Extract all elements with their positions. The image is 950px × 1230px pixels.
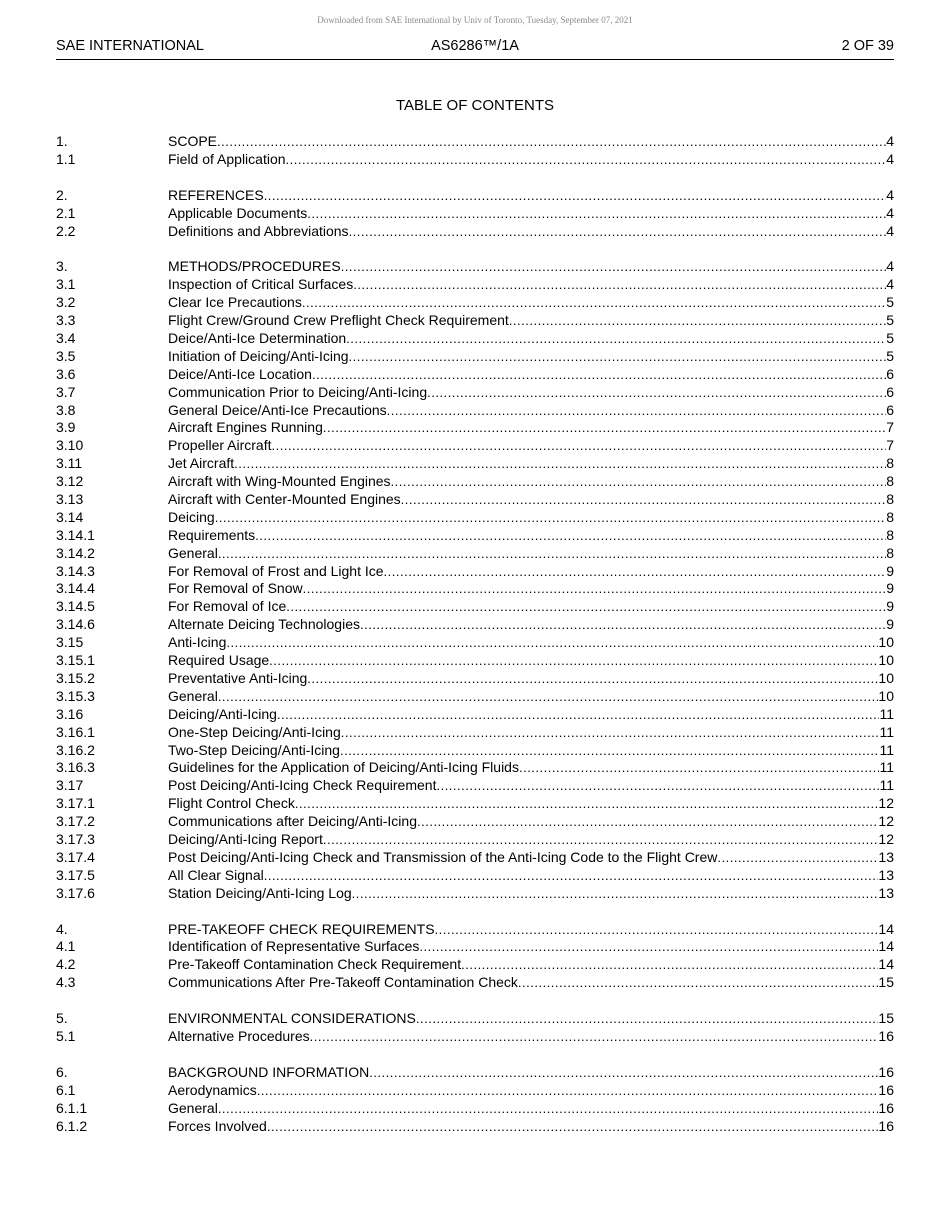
- dot-leader: [217, 133, 886, 151]
- dot-leader: [255, 527, 886, 545]
- toc-entry-title: Station Deicing/Anti-Icing Log: [168, 884, 352, 901]
- dot-leader: [352, 885, 879, 903]
- table-of-contents: [56, 133, 894, 1135]
- toc-entry-number: 3.15.1: [56, 652, 95, 669]
- toc-entry-title: Deicing/Anti-Icing Report: [168, 830, 323, 847]
- dot-leader: [349, 348, 887, 366]
- toc-entry-page: 11: [879, 705, 894, 722]
- toc-entry-title: PRE-TAKEOFF CHECK REQUIREMENTS: [168, 920, 435, 937]
- toc-entry-title: SCOPE: [168, 133, 218, 149]
- toc-entry-number: 3.16: [56, 705, 84, 722]
- dot-leader: [341, 258, 887, 276]
- toc-entry[interactable]: [56, 634, 894, 652]
- toc-entry-page: 13: [878, 884, 894, 901]
- toc-entry-title: General: [168, 1099, 218, 1116]
- dot-leader: [307, 205, 886, 223]
- toc-entry-title: General Deice/Anti-Ice Precautions: [168, 401, 387, 418]
- toc-entry-title: For Removal of Snow: [168, 580, 303, 597]
- dot-leader: [257, 1082, 879, 1100]
- toc-entry-page: 6: [886, 365, 894, 382]
- toc-entry-number: 3.13: [56, 491, 84, 508]
- toc-entry-title: Requirements: [168, 526, 256, 543]
- toc-entry-number: 3.15: [56, 634, 84, 651]
- toc-entry-title: For Removal of Ice: [168, 598, 287, 615]
- toc-entry-page: 15: [878, 974, 894, 991]
- toc-entry[interactable]: [56, 205, 894, 223]
- toc-heading: TABLE OF CONTENTS: [395, 97, 555, 114]
- toc-entry-page: 12: [878, 813, 894, 830]
- toc-entry-title: Definitions and Abbreviations: [168, 222, 349, 239]
- toc-entry-number: 5.: [56, 1010, 68, 1027]
- dot-leader: [353, 276, 886, 294]
- toc-entry-page: 16: [878, 1117, 894, 1134]
- toc-entry-page: 16: [878, 1027, 894, 1044]
- toc-entry[interactable]: [56, 151, 894, 169]
- toc-entry[interactable]: [56, 831, 894, 849]
- toc-entry[interactable]: [56, 419, 894, 437]
- dot-leader: [307, 670, 878, 688]
- toc-entry-number: 3.1: [56, 276, 76, 293]
- dot-leader: [436, 777, 879, 795]
- toc-entry-page: 11: [879, 723, 894, 740]
- toc-entry-number: 3.: [56, 258, 68, 275]
- toc-entry-page: 5: [886, 347, 894, 364]
- toc-entry-number: 3.14.2: [56, 544, 95, 561]
- toc-entry-page: 7: [886, 419, 894, 436]
- toc-entry[interactable]: [56, 133, 894, 151]
- toc-entry[interactable]: [56, 527, 894, 545]
- toc-entry[interactable]: [56, 688, 894, 706]
- toc-entry-title: Alternative Procedures: [168, 1027, 310, 1044]
- toc-entry-page: 8: [886, 473, 894, 490]
- toc-entry[interactable]: [56, 258, 894, 276]
- toc-entry[interactable]: [56, 616, 894, 634]
- toc-entry-number: 4.1: [56, 938, 76, 955]
- toc-entry-title: Jet Aircraft: [168, 455, 235, 472]
- dot-leader: [401, 491, 887, 509]
- toc-entry[interactable]: [56, 187, 894, 205]
- toc-entry-page: 15: [878, 1010, 894, 1027]
- toc-entry-title: Communications after Deicing/Anti-Icing: [168, 813, 417, 830]
- toc-entry-page: 4: [886, 204, 894, 221]
- toc-entry-number: 3.12: [56, 473, 84, 490]
- toc-entry-number: 3.14.6: [56, 616, 95, 633]
- toc-entry-page: 10: [878, 652, 894, 669]
- toc-entry-title: Pre-Takeoff Contamination Check Requirement: [168, 956, 462, 973]
- dot-leader: [264, 187, 887, 205]
- toc-entry[interactable]: [56, 956, 894, 974]
- dot-leader: [346, 330, 886, 348]
- dot-leader: [312, 366, 886, 384]
- dot-leader: [360, 616, 886, 634]
- toc-entry-number: 3.17.4: [56, 848, 95, 865]
- toc-entry[interactable]: [56, 724, 894, 742]
- toc-entry-number: 3.14: [56, 508, 84, 525]
- toc-entry-number: 3.7: [56, 383, 76, 400]
- toc-entry-number: 1.1: [56, 150, 76, 167]
- header-rule: [56, 59, 894, 60]
- dot-leader: [419, 938, 878, 956]
- toc-entry-page: 10: [878, 669, 894, 686]
- toc-entry-title: Aircraft with Wing-Mounted Engines: [168, 473, 391, 490]
- toc-entry-number: 3.16.3: [56, 759, 95, 776]
- toc-entry[interactable]: [56, 366, 894, 384]
- dot-leader: [519, 759, 879, 777]
- dot-leader: [267, 1118, 879, 1136]
- dot-leader: [286, 151, 887, 169]
- dot-leader: [303, 580, 887, 598]
- toc-entry-number: 4.: [56, 920, 68, 937]
- dot-leader: [349, 223, 887, 241]
- dot-leader: [384, 563, 887, 581]
- toc-entry-number: 4.3: [56, 974, 76, 991]
- toc-entry[interactable]: [56, 545, 894, 563]
- toc-entry-title: Aerodynamics: [168, 1081, 257, 1098]
- toc-entry-page: 14: [878, 920, 894, 937]
- toc-entry-number: 6.: [56, 1063, 68, 1080]
- dot-leader: [461, 956, 878, 974]
- toc-entry-title: BACKGROUND INFORMATION: [168, 1063, 370, 1080]
- toc-entry[interactable]: [56, 813, 894, 831]
- dot-leader: [271, 437, 886, 455]
- toc-entry[interactable]: [56, 598, 894, 616]
- toc-entry[interactable]: [56, 759, 894, 777]
- dot-leader: [234, 455, 886, 473]
- toc-entry[interactable]: [56, 867, 894, 885]
- toc-entry[interactable]: [56, 777, 894, 795]
- toc-entry-number: 6.1.1: [56, 1099, 88, 1116]
- toc-entry-title: All Clear Signal: [168, 866, 264, 883]
- toc-entry-number: 3.17.5: [56, 866, 95, 883]
- toc-entry-number: 3.3: [56, 312, 76, 329]
- dot-leader: [310, 1028, 879, 1046]
- toc-entry-title: One-Step Deicing/Anti-Icing: [168, 723, 341, 740]
- toc-entry-number: 3.16.2: [56, 741, 95, 758]
- toc-entry-number: 3.17: [56, 777, 84, 794]
- toc-entry-page: 8: [886, 508, 894, 525]
- toc-entry-number: 5.1: [56, 1027, 76, 1044]
- dot-leader: [717, 849, 878, 867]
- toc-entry-title: Post Deicing/Anti-Icing Check Requirement: [168, 777, 437, 794]
- toc-entry-title: Propeller Aircraft: [168, 437, 272, 454]
- dot-leader: [427, 384, 886, 402]
- dot-leader: [286, 598, 886, 616]
- toc-entry-number: 3.6: [56, 365, 76, 382]
- toc-entry-page: 12: [878, 795, 894, 812]
- toc-entry-title: METHODS/PROCEDURES: [168, 258, 341, 275]
- toc-entry-page: 8: [886, 544, 894, 561]
- dot-leader: [264, 867, 879, 885]
- toc-entry-number: 3.9: [56, 419, 76, 436]
- toc-entry-title: General: [168, 687, 218, 704]
- toc-entry[interactable]: [56, 1028, 894, 1046]
- toc-entry-title: Deicing/Anti-Icing: [168, 705, 277, 722]
- dot-leader: [295, 795, 879, 813]
- toc-entry-page: 6: [886, 401, 894, 418]
- toc-entry-title: Aircraft with Center-Mounted Engines: [168, 491, 401, 508]
- toc-entry-number: 3.11: [56, 455, 83, 472]
- dot-leader: [215, 509, 887, 527]
- toc-entry-number: 2.2: [56, 222, 76, 239]
- toc-entry[interactable]: [56, 348, 894, 366]
- toc-entry[interactable]: [56, 849, 894, 867]
- dot-leader: [509, 312, 886, 330]
- toc-entry-page: 16: [878, 1099, 894, 1116]
- toc-entry-number: 3.17.2: [56, 813, 95, 830]
- dot-leader: [226, 634, 878, 652]
- toc-entry-number: 3.5: [56, 347, 76, 364]
- toc-entry-page: 11: [879, 741, 894, 758]
- dot-leader: [369, 1064, 878, 1082]
- publisher-name: SAE INTERNATIONAL: [56, 38, 204, 54]
- dot-leader: [518, 974, 879, 992]
- toc-entry-title: REFERENCES: [168, 186, 264, 203]
- toc-entry-page: 4: [886, 222, 894, 239]
- toc-entry[interactable]: [56, 580, 894, 598]
- toc-entry-page: 13: [878, 848, 894, 865]
- toc-entry-page: 7: [886, 437, 894, 454]
- toc-entry-number: 3.15.2: [56, 669, 95, 686]
- toc-entry-page: 11: [879, 777, 894, 794]
- page-number: 2 OF 39: [841, 38, 894, 54]
- toc-entry-page: 4: [886, 186, 894, 203]
- toc-entry-number: 3.2: [56, 294, 76, 311]
- toc-entry-page: 6: [886, 383, 894, 400]
- toc-entry-title: Preventative Anti-Icing: [168, 669, 308, 686]
- toc-entry-page: 9: [886, 598, 894, 615]
- toc-entry-number: 4.2: [56, 956, 76, 973]
- dot-leader: [416, 1010, 879, 1028]
- toc-entry[interactable]: [56, 974, 894, 992]
- toc-entry-title: Flight Control Check: [168, 795, 295, 812]
- toc-entry[interactable]: [56, 742, 894, 760]
- toc-entry-number: 1.: [56, 133, 68, 149]
- toc-entry-page: 14: [878, 956, 894, 973]
- download-watermark: Downloaded from SAE International by Univ of Toronto, Tuesday, September 07, 2021: [317, 15, 633, 25]
- toc-entry-title: ENVIRONMENTAL CONSIDERATIONS: [168, 1010, 416, 1027]
- toc-entry-number: 6.1.2: [56, 1117, 88, 1134]
- toc-entry-title: Identification of Representative Surfaces: [168, 938, 420, 955]
- toc-entry-title: Deice/Anti-Ice Location: [168, 365, 312, 382]
- toc-entry-number: 6.1: [56, 1081, 76, 1098]
- toc-entry[interactable]: [56, 294, 894, 312]
- toc-entry-page: 9: [886, 580, 894, 597]
- toc-entry[interactable]: [56, 330, 894, 348]
- toc-entry-number: 3.10: [56, 437, 84, 454]
- toc-entry-page: 8: [886, 455, 894, 472]
- toc-entry-number: 3.4: [56, 330, 76, 347]
- toc-entry-page: 8: [886, 526, 894, 543]
- toc-entry[interactable]: [56, 885, 894, 903]
- toc-entry[interactable]: [56, 312, 894, 330]
- toc-entry-number: 3.14.5: [56, 598, 95, 615]
- toc-entry-number: 3.14.1: [56, 526, 95, 543]
- toc-entry[interactable]: [56, 795, 894, 813]
- dot-leader: [391, 473, 887, 491]
- toc-entry-number: 3.8: [56, 401, 76, 418]
- toc-entry[interactable]: [56, 652, 894, 670]
- toc-entry[interactable]: [56, 938, 894, 956]
- dot-leader: [435, 921, 879, 939]
- toc-entry-title: Anti-Icing: [168, 634, 227, 651]
- toc-entry-number: 3.16.1: [56, 723, 95, 740]
- toc-entry[interactable]: [56, 276, 894, 294]
- toc-entry-page: 9: [886, 562, 894, 579]
- toc-entry-page: 10: [878, 634, 894, 651]
- toc-entry-page: 4: [886, 133, 894, 149]
- toc-entry[interactable]: [56, 402, 894, 420]
- toc-entry-number: 3.17.3: [56, 830, 95, 847]
- toc-entry-page: 8: [886, 491, 894, 508]
- toc-entry[interactable]: [56, 563, 894, 581]
- toc-entry-page: 16: [878, 1063, 894, 1080]
- toc-entry[interactable]: [56, 1064, 894, 1082]
- toc-entry[interactable]: [56, 473, 894, 491]
- toc-entry-number: 3.14.4: [56, 580, 95, 597]
- toc-entry-title: Inspection of Critical Surfaces: [168, 276, 354, 293]
- toc-entry[interactable]: [56, 1100, 894, 1118]
- dot-leader: [269, 652, 878, 670]
- toc-entry-page: 5: [886, 294, 894, 311]
- toc-entry[interactable]: [56, 1118, 894, 1136]
- toc-entry[interactable]: [56, 509, 894, 527]
- toc-entry[interactable]: [56, 384, 894, 402]
- toc-entry[interactable]: [56, 670, 894, 688]
- toc-entry[interactable]: [56, 491, 894, 509]
- toc-entry-number: 3.17.6: [56, 884, 95, 901]
- dot-leader: [323, 831, 879, 849]
- dot-leader: [323, 419, 886, 437]
- toc-entry[interactable]: [56, 1082, 894, 1100]
- toc-entry-title: Aircraft Engines Running: [168, 419, 323, 436]
- toc-entry[interactable]: [56, 921, 894, 939]
- toc-entry-title: Guidelines for the Application of Deicing/Anti-Icing Fluids: [168, 759, 519, 776]
- toc-entry-page: 16: [878, 1081, 894, 1098]
- toc-entry-title: For Removal of Frost and Light Ice: [168, 562, 384, 579]
- toc-entry-page: 10: [878, 687, 894, 704]
- toc-entry[interactable]: [56, 223, 894, 241]
- toc-entry-number: 3.14.3: [56, 562, 95, 579]
- toc-entry-title: Communications After Pre-Takeoff Contamination Check: [168, 974, 518, 991]
- toc-entry-title: Applicable Documents: [168, 204, 308, 221]
- toc-entry-page: 5: [886, 312, 894, 329]
- dot-leader: [218, 1100, 879, 1118]
- toc-entry-title: Clear Ice Precautions: [168, 294, 302, 311]
- toc-entry-page: 4: [886, 258, 894, 275]
- toc-entry-title: Required Usage: [168, 652, 270, 669]
- dot-leader: [387, 402, 887, 420]
- dot-leader: [218, 688, 879, 706]
- toc-entry[interactable]: [56, 455, 894, 473]
- toc-entry-title: Communication Prior to Deicing/Anti-Icing: [168, 383, 428, 400]
- toc-entry-title: Deicing: [168, 508, 215, 525]
- toc-entry-title: Forces Involved: [168, 1117, 267, 1134]
- page-header: [56, 38, 894, 58]
- toc-entry-page: 9: [886, 616, 894, 633]
- dot-leader: [218, 545, 886, 563]
- document-number: AS6286™/1A: [431, 38, 519, 54]
- toc-entry-page: 13: [878, 866, 894, 883]
- toc-entry[interactable]: [56, 437, 894, 455]
- toc-entry-title: Initiation of Deicing/Anti-Icing: [168, 347, 349, 364]
- toc-entry-page: 4: [886, 276, 894, 293]
- toc-entry-title: General: [168, 544, 218, 561]
- toc-entry-title: Alternate Deicing Technologies: [168, 616, 360, 633]
- toc-entry-page: 11: [879, 759, 894, 776]
- toc-entry-page: 4: [886, 150, 894, 167]
- toc-entry-title: Two-Step Deicing/Anti-Icing: [168, 741, 340, 758]
- toc-entry-title: Flight Crew/Ground Crew Preflight Check Requirement: [168, 312, 509, 329]
- dot-leader: [340, 742, 879, 760]
- toc-entry-number: 3.15.3: [56, 687, 95, 704]
- toc-entry[interactable]: [56, 1010, 894, 1028]
- dot-leader: [277, 706, 880, 724]
- toc-entry-title: Post Deicing/Anti-Icing Check and Transmission of the Anti-Icing Code to the Flight Crew: [168, 848, 718, 865]
- toc-entry-page: 14: [878, 938, 894, 955]
- dot-leader: [302, 294, 886, 312]
- toc-entry-number: 2.1: [56, 204, 76, 221]
- toc-entry[interactable]: [56, 706, 894, 724]
- toc-entry-number: 2.: [56, 186, 68, 203]
- dot-leader: [417, 813, 878, 831]
- toc-entry-page: 5: [886, 330, 894, 347]
- toc-entry-title: Deice/Anti-Ice Determination: [168, 330, 347, 347]
- toc-entry-number: 3.17.1: [56, 795, 95, 812]
- dot-leader: [341, 724, 880, 742]
- toc-entry-title: Field of Application: [168, 150, 286, 167]
- toc-entry-page: 12: [878, 830, 894, 847]
